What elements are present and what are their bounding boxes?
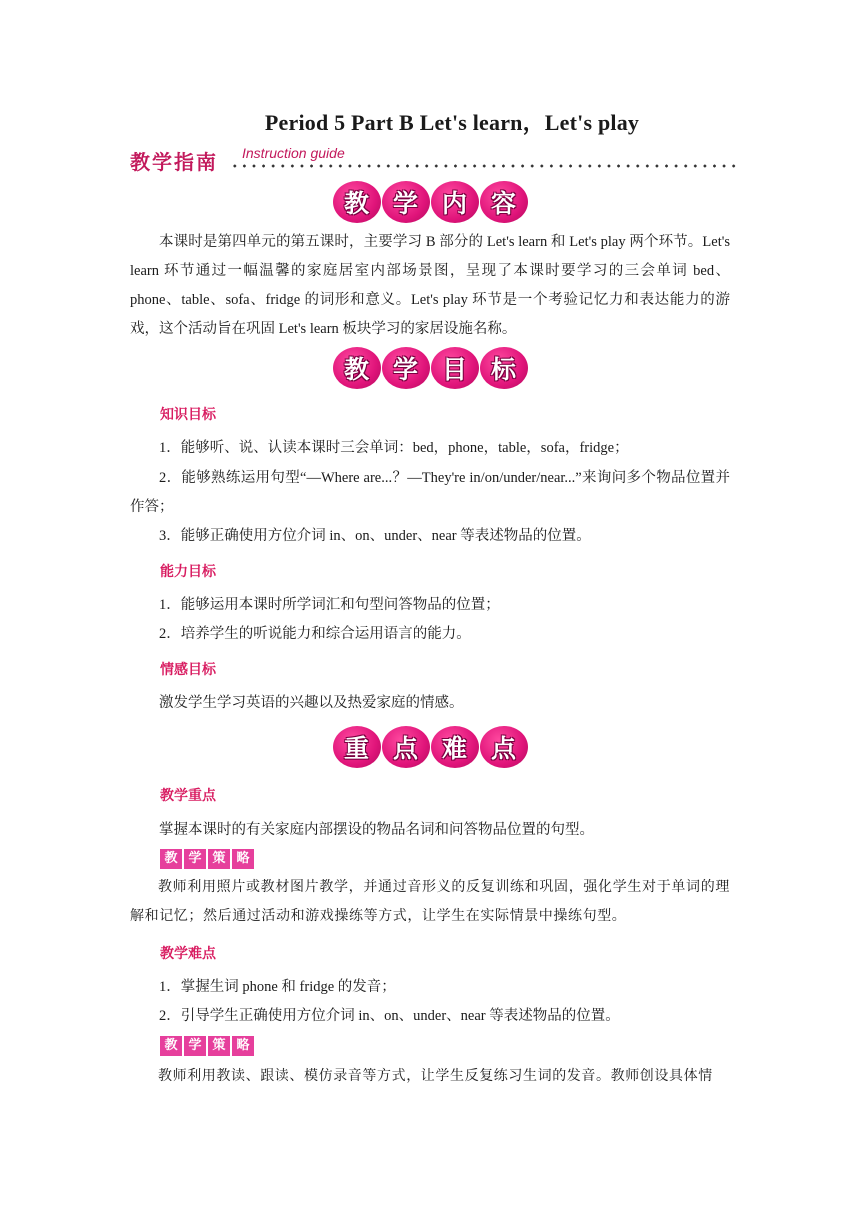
badge-char: 难 (431, 726, 479, 768)
strategy-char: 略 (232, 1036, 254, 1056)
difficulty-item: 1．掌握生词 phone 和 fridge 的发音； (159, 979, 396, 995)
ability-item: 2．培养学生的听说能力和综合运用语言的能力。 (159, 626, 471, 642)
dotted-divider (230, 164, 740, 168)
content-badge (0, 181, 860, 223)
key-point-strategy-text: 教师利用照片或教材图片教学，并通过音形义的反复训练和巩固，强化学生对于单词的理解和记忆；然后通过活动和游戏操练等方式，让学生在实际情景中操练句型。 (130, 879, 730, 924)
ability-item: 1．能够运用本课时所学词汇和句型问答物品的位置； (159, 597, 500, 613)
guide-en-label: Instruction guide (242, 145, 345, 161)
instruction-guide-banner (130, 146, 740, 176)
strategy-char: 策 (208, 1036, 230, 1056)
strategy-char: 教 (160, 1036, 182, 1056)
emotion-heading: 情感目标 (160, 662, 216, 678)
badge-char: 学 (382, 347, 430, 389)
badge-char: 点 (382, 726, 430, 768)
badge-char: 教 (333, 181, 381, 223)
badge-char: 重 (333, 726, 381, 768)
difficulty-item: 2．引导学生正确使用方位介词 in、on、under、near 等表述物品的位置。 (159, 1008, 620, 1024)
knowledge-item: 1．能够听、说、认读本课时三会单词：bed，phone，table，sofa，fridge； (159, 440, 629, 456)
content-paragraph: 本课时是第四单元的第五课时，主要学习 B 部分的 Let's learn 和 Let's play 两个环节。Let's learn 环节通过一幅温馨的家庭居室内部场景图，呈现了本课时要学习的三会单词 bed、phone、table、sofa、fridge 的词形和意义。Let's play 环节是一个考验记忆力和表达能力的游戏，这个活动旨在巩固 Let's learn 板块学习的家居设施名称。 (130, 234, 730, 337)
badge-char: 目 (431, 347, 479, 389)
strategy-label (160, 849, 254, 869)
strategy-char: 学 (184, 1036, 206, 1056)
key-point-text: 掌握本课时的有关家庭内部摆设的物品名词和问答物品位置的句型。 (159, 822, 594, 838)
key-point-heading: 教学重点 (160, 788, 216, 804)
badge-char: 内 (431, 181, 479, 223)
key-difficulty-badge (0, 726, 860, 768)
badge-char: 点 (480, 726, 528, 768)
emotion-text: 激发学生学习英语的兴趣以及热爱家庭的情感。 (159, 695, 464, 711)
strategy-char: 略 (232, 849, 254, 869)
goals-badge (0, 347, 860, 389)
guide-cn-label: 教学指南 (130, 150, 218, 174)
knowledge-item: 3．能够正确使用方位介词 in、on、under、near 等表述物品的位置。 (159, 528, 591, 544)
strategy-char: 教 (160, 849, 182, 869)
strategy-label (160, 1036, 254, 1056)
strategy-char: 策 (208, 849, 230, 869)
knowledge-heading: 知识目标 (160, 407, 216, 423)
badge-char: 学 (382, 181, 430, 223)
ability-heading: 能力目标 (160, 564, 216, 580)
badge-char: 容 (480, 181, 528, 223)
knowledge-item: 2．能够熟练运用句型“—Where are...？—They're in/on/under/near...”来询问多个物品位置并作答； (130, 470, 730, 515)
badge-char: 标 (480, 347, 528, 389)
difficulty-strategy-text: 教师利用教读、跟读、模仿录音等方式，让学生反复练习生词的发音。教师创设具体情 (158, 1068, 713, 1084)
strategy-char: 学 (184, 849, 206, 869)
badge-char: 教 (333, 347, 381, 389)
page-title: Period 5 Part B Let's learn，Let's play (264, 110, 640, 135)
difficulty-heading: 教学难点 (160, 946, 216, 962)
